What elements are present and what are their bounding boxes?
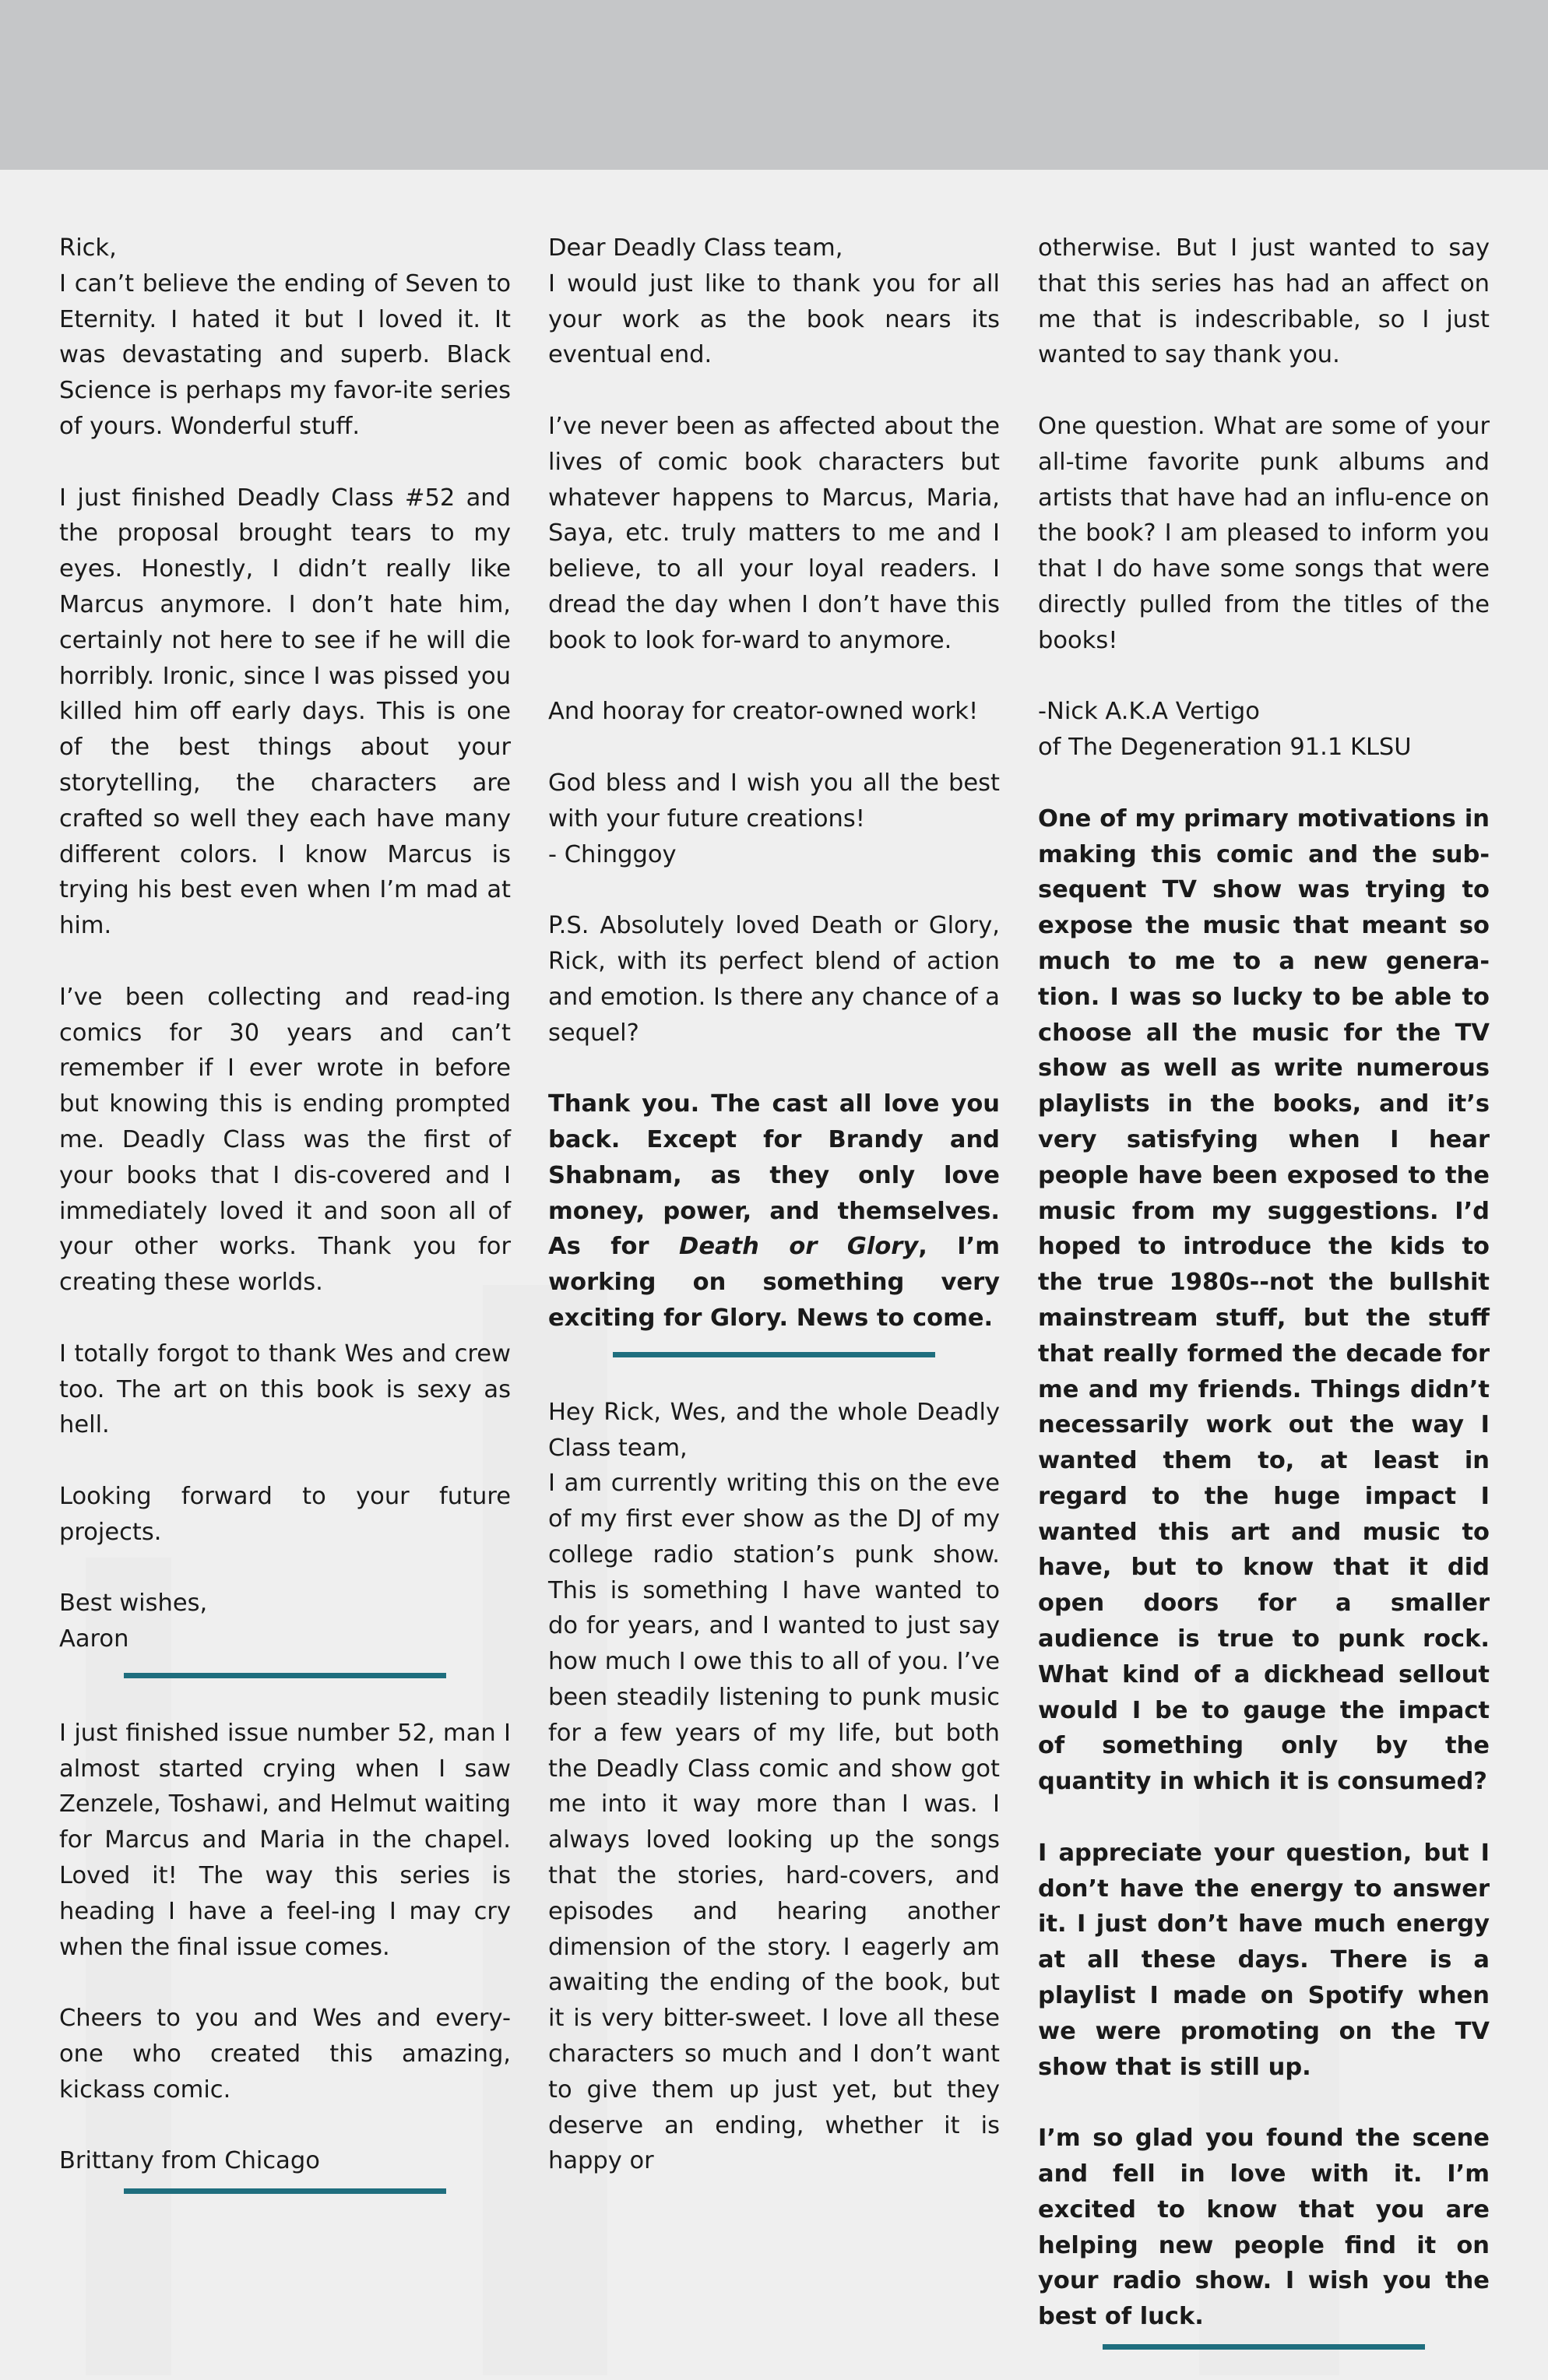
letter-paragraph: I can’t believe the ending of Seven to Eternity. I hated it but I loved it. It was devastating and superb. Black Science is perhaps my favor-ite series of yours. Wonderful stuff. [59, 269, 511, 440]
letter-paragraph: Cheers to you and Wes and every-one who created this amazing, kickass comic. [59, 2005, 511, 2104]
letter-paragraph: Looking forward to your future projects. [59, 1482, 511, 1546]
letter-aaron [59, 231, 511, 445]
column-left [59, 231, 511, 2194]
letter-paragraph: I just finished issue number 52, man I almost started crying when I saw Zenzele, Toshawi, and Helmut waiting for Marcus and Maria in the chapel. Loved it! The way this series is heading I have a feel-ing I may cry when the final issue comes. [59, 1719, 511, 1961]
signature: Aaron [59, 1625, 129, 1653]
salutation: Hey Rick, Wes, and the whole Deadly Class team, [548, 1398, 1000, 1462]
editor-reply: I’m so glad you found the scene and fell in love with it. I’m excited to know that you are helping new people find it on your radio show. I wish you the best of luck. [1038, 2125, 1490, 2331]
letter-paragraph: I just finished Deadly Class #52 and the proposal brought tears to my eyes. Honestly, I didn’t really like Marcus anymore. I don’t hate him, certainly not here to see if he will die horribly. Ironic, since I was pissed you killed him off early days. This is one of the best things about your storytelling, the characters are crafted so well they each have many different colors. I know Marcus is trying his best even when I’m mad at him. [59, 484, 511, 940]
letter-signature [1038, 694, 1490, 766]
letter-paragraph: And hooray for creator-owned work! [548, 698, 979, 726]
editor-reply [548, 1086, 1000, 1336]
reply-text: , I’m working on something very exciting for Glory. News to come. [548, 1233, 1001, 1332]
letter-paragraph: I totally forgot to thank Wes and crew too. The art on this book is sexy as hell. [59, 1340, 511, 1439]
letter-paragraph: I’ve been collecting and read-ing comics for 30 years and can’t remember if I ever wrote in before but knowing this is ending prompted me. Deadly Class was the first of your books that I dis-covered and I immediately loved it and soon all of your other works. Thank you for creating these worlds. [59, 983, 511, 1297]
letter-paragraph: I would just like to thank you for all your work as the book nears its eventual end. [548, 269, 1000, 369]
signature: -Nick A.K.A Vertigo [1038, 698, 1260, 726]
letter-paragraph: I am currently writing this on the eve of my first ever show as the DJ of my college radio station’s punk show. This is something I have wanted to do for years, and I wanted to just say how much I owe this to all of you. I’ve been steadily listening to punk music for a few years of my life, but both the Deadly Class comic and show got me into it way more than I was. I always loved looking up the songs that the stories, hard-covers, and episodes and hearing another dimension of the story. I eagerly am awaiting the ending of the book, but it is very bitter-sweet. I love all these characters so much and I don’t want to give them up just yet, but they deserve an ending, whether it is happy or [548, 1470, 1000, 2175]
section-divider [613, 1352, 935, 1357]
letter-paragraph: One question. What are some of your all-time favorite punk albums and artists that have had an influ-ence on the book? I am pleased to inform you that I do have some songs that were directly pulled from the titles of the books! [1038, 412, 1490, 654]
editor-reply: I appreciate your question, but I don’t have the energy to answer it. I just don’t have much energy at all these days. There is a playlist I made on Spotify when we were promoting on the TV show that is still up. [1038, 1839, 1490, 2081]
column-middle [548, 231, 1000, 2215]
signature-affiliation: of The Degeneration 91.1 KLSU [1038, 734, 1412, 762]
salutation: Dear Deadly Class team, [548, 234, 843, 262]
signature: - Chinggoy [548, 840, 677, 868]
signature: Brittany from Chicago [59, 2147, 320, 2175]
section-divider [124, 1673, 446, 1678]
reply-book-title: Death or Glory [679, 1233, 919, 1261]
section-divider [124, 2188, 446, 2194]
letter-postscript: P.S. Absolutely loved Death or Glory, Rick, with its perfect blend of action and emotion. Is there any chance of a sequel? [548, 912, 1000, 1047]
letter-nick [548, 1395, 1000, 2180]
letter-closing [59, 1586, 511, 1657]
editor-reply: One of my primary motivations in making this comic and the sub-sequent TV show was trying to expose the music that meant so much to me to a new genera-tion. I was so lucky to be able to choose all the music for the TV show as well as write numerous playlists in the books, and it’s very satisfying when I hear people have been exposed to the music from my suggestions. I’d hoped to introduce the kids to the true 1980s--not the bullshit mainstream stuff, but the stuff that really formed the decade for me and my friends. Things didn’t necessarily work out the way I wanted them to, at least in regard to the huge impact I wanted this art and music to have, but to know that it did open doors for a smaller audience is true to punk rock. What kind of a dickhead sellout would I be to gauge the impact of something only by the quantity in which it is consumed? [1038, 804, 1490, 1796]
reply-text: Thank you. The cast all love you back. Except for Brandy and Shabnam, as they only love money, power, and themselves. As for [548, 1090, 1000, 1261]
letter-paragraph: otherwise. But I just wanted to say that this series has had an affect on me that is indescribable, so I just wanted to say thank you. [1038, 234, 1490, 369]
salutation: Rick, [59, 234, 117, 262]
column-right [1038, 231, 1490, 2350]
header-band [0, 0, 1548, 170]
closing: Best wishes, [59, 1590, 208, 1618]
letter-paragraph: God bless and I wish you all the best with your future creations! [548, 769, 1000, 833]
letter-paragraph: I’ve never been as affected about the lives of comic book characters but whatever happens to Marcus, Maria, Saya, etc. truly matters to me and I believe, to all your loyal readers. I dread the day when I don’t have this book to look for-ward to anymore. [548, 412, 1000, 654]
letter-closing [548, 766, 1000, 872]
letter-chinggoy [548, 231, 1000, 373]
section-divider [1103, 2344, 1425, 2350]
